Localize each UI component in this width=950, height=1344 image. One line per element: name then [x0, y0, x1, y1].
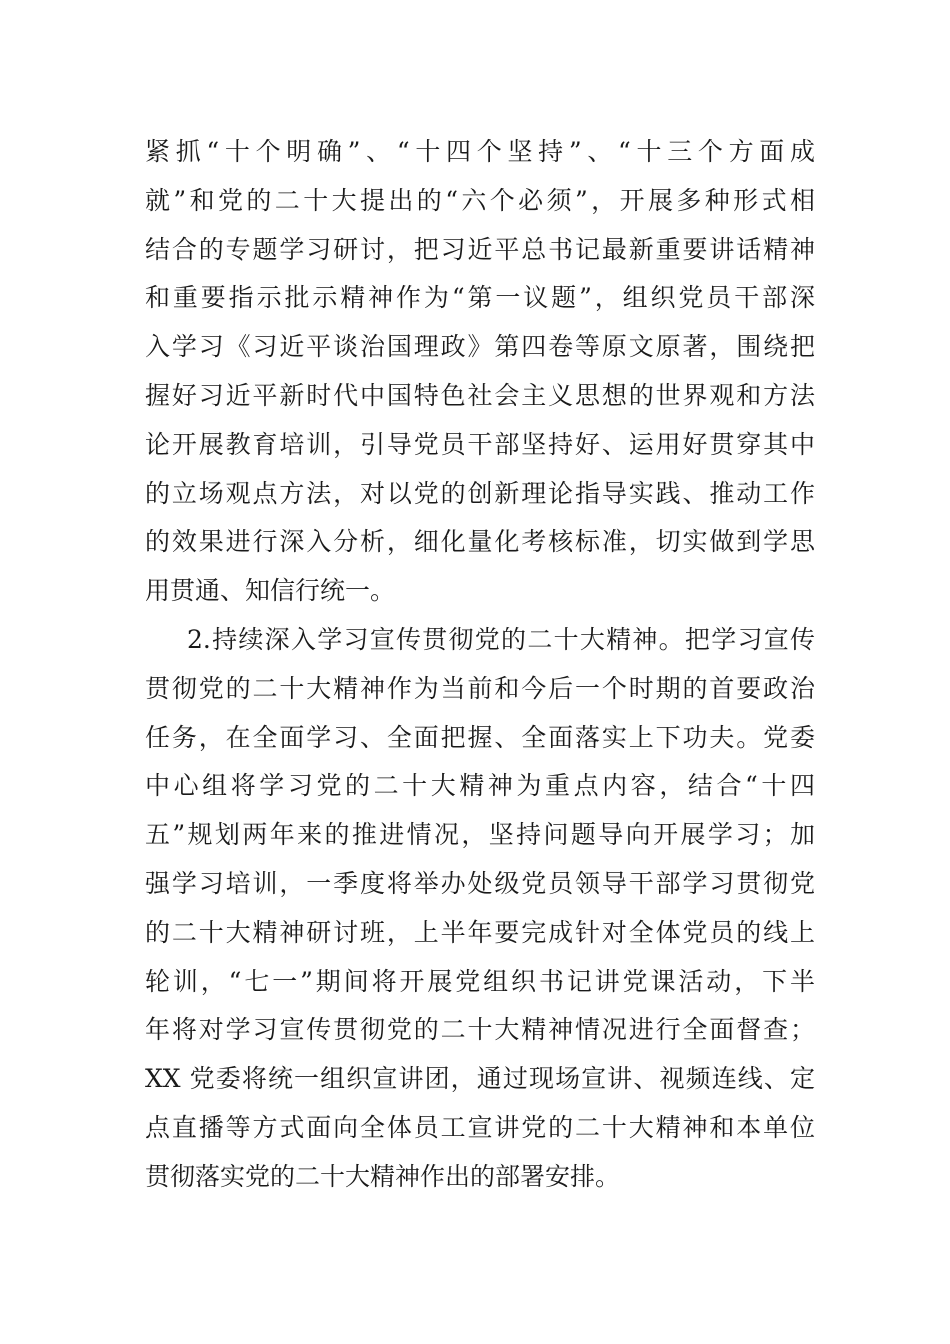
- text-line: 就”和党的二十大提出的“六个必须”，开展多种形式相: [145, 185, 815, 215]
- text-line: 的效果进行深入分析，细化量化考核标准，切实做到学思: [145, 527, 815, 557]
- text-line: 五”规划两年来的推进情况，坚持问题导向开展学习；加: [145, 820, 815, 850]
- text-line: 年将对学习宣传贯彻党的二十大精神情况进行全面督查；: [145, 1015, 815, 1045]
- text-line: 和重要指示批示精神作为“第一议题”，组织党员干部深: [145, 283, 815, 313]
- text-line: XX 党委将统一组织宣讲团，通过现场宣讲、视频连线、定: [145, 1064, 815, 1094]
- text-line: 入学习《习近平谈治国理政》第四卷等原文原著，围绕把: [145, 332, 815, 362]
- text-line: 贯彻党的二十大精神作为当前和今后一个时期的首要政治: [145, 673, 815, 703]
- text-line: 握好习近平新时代中国特色社会主义思想的世界观和方法: [145, 380, 815, 410]
- text-line: 强学习培训，一季度将举办处级党员领导干部学习贯彻党: [145, 868, 815, 898]
- text-line: 点直播等方式面向全体员工宣讲党的二十大精神和本单位: [145, 1112, 815, 1142]
- text-line: 的立场观点方法，对以党的创新理论指导实践、推动工作: [145, 478, 815, 508]
- text-line: 的二十大精神研讨班，上半年要完成针对全体党员的线上: [145, 917, 815, 947]
- text-line: 任务，在全面学习、全面把握、全面落实上下功夫。党委: [145, 722, 815, 752]
- paragraph-end-line: 贯彻落实党的二十大精神作出的部署安排。: [145, 1161, 621, 1191]
- text-line: 紧抓“十个明确”、“十四个坚持”、“十三个方面成: [145, 137, 815, 166]
- text-line: 轮训，“七一”期间将开展党组织书记讲党课活动，下半: [145, 966, 815, 996]
- section-heading-line: 2.持续深入学习宣传贯彻党的二十大精神。把学习宣传: [187, 624, 815, 654]
- paragraph-end-line: 用贯通、知信行统一。: [145, 576, 396, 606]
- body-text: [145, 128, 815, 1202]
- text-line: 中心组将学习党的二十大精神为重点内容，结合“十四: [145, 771, 815, 801]
- text-line: 结合的专题学习研讨，把习近平总书记最新重要讲话精神: [145, 234, 815, 264]
- text-line: 论开展教育培训，引导党员干部坚持好、运用好贯穿其中: [145, 429, 815, 459]
